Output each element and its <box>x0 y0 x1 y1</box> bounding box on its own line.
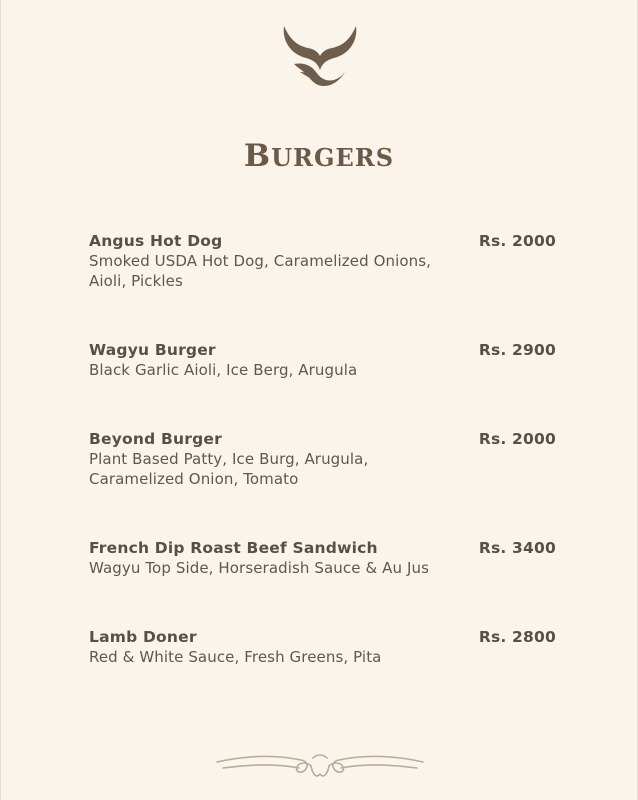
item-price: Rs. 3400 <box>478 539 556 557</box>
item-description <box>89 360 469 380</box>
item-description <box>89 647 469 667</box>
menu-item <box>89 538 559 578</box>
item-description-line: Black Garlic Aioli, Ice Berg, Arugula <box>89 361 358 379</box>
flourish-divider-icon <box>213 744 427 784</box>
section-title-initial: B <box>243 138 272 174</box>
bull-horns-icon <box>280 20 360 88</box>
item-price: Rs. 2800 <box>478 628 556 646</box>
item-price: Rs. 2000 <box>478 430 556 448</box>
menu-item <box>89 340 559 380</box>
item-price: Rs. 2900 <box>478 341 556 359</box>
item-price: Rs. 2000 <box>478 232 556 250</box>
item-description <box>89 558 469 578</box>
item-description-line: Caramelized Onion, Tomato <box>89 470 299 488</box>
item-name: Beyond Burger <box>89 430 222 448</box>
item-description <box>89 449 469 489</box>
item-description-line: Red & White Sauce, Fresh Greens, Pita <box>89 648 382 666</box>
item-name: Wagyu Burger <box>89 341 216 359</box>
item-name: French Dip Roast Beef Sandwich <box>89 539 378 557</box>
item-name: Lamb Doner <box>89 628 197 646</box>
item-description-line: Wagyu Top Side, Horseradish Sauce & Au Jus <box>89 559 430 577</box>
section-title <box>1 138 637 176</box>
menu-item <box>89 429 559 489</box>
item-name: Angus Hot Dog <box>89 232 223 250</box>
item-description-line: Aioli, Pickles <box>89 272 183 290</box>
item-description <box>89 251 469 291</box>
item-description-line: Smoked USDA Hot Dog, Caramelized Onions, <box>89 252 432 270</box>
section-title-rest: URGERS <box>271 143 395 172</box>
menu-item <box>89 627 559 667</box>
item-description-line: Plant Based Patty, Ice Burg, Arugula, <box>89 450 369 468</box>
menu-item <box>89 231 559 291</box>
